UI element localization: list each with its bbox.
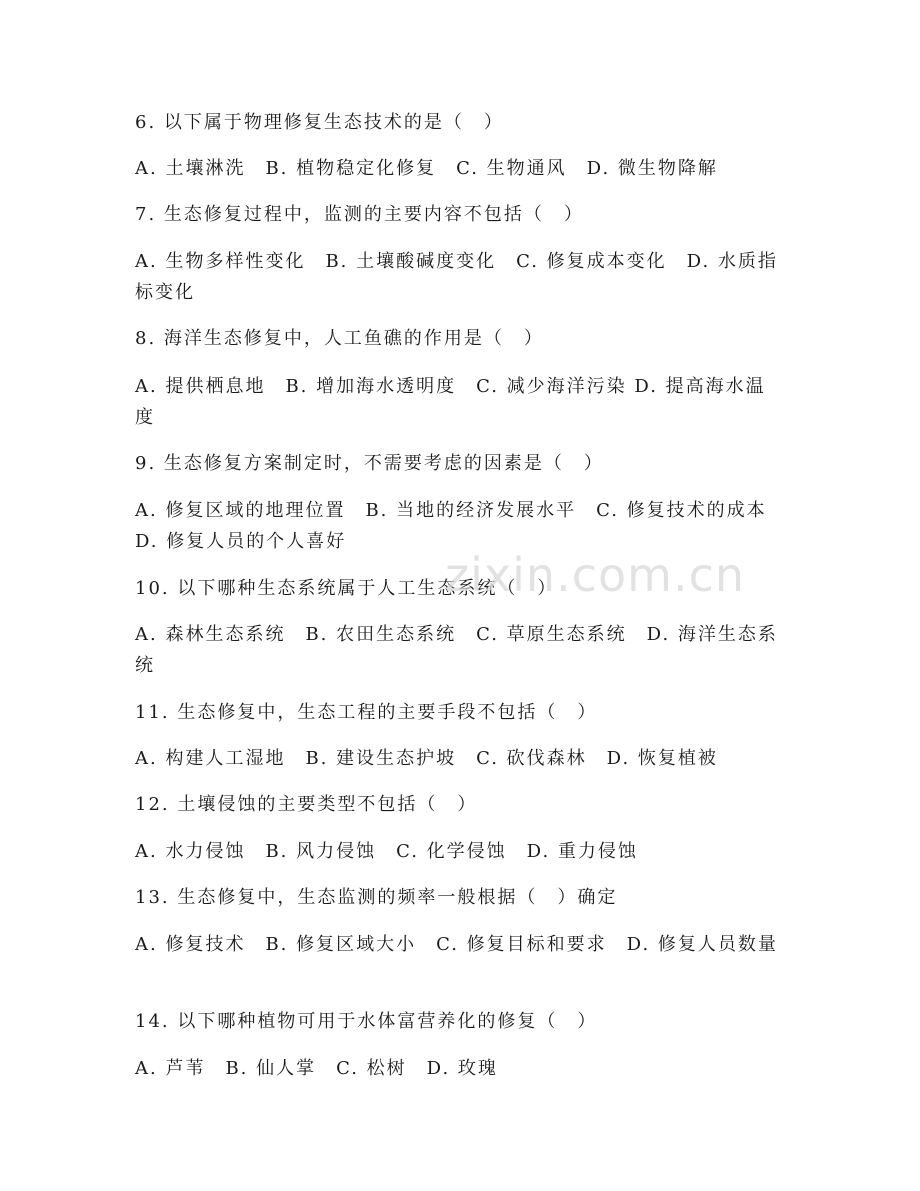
question-9-options: A. 修复区域的地理位置 B. 当地的经济发展水平 C. 修复技术的成本 D. 修复人员的个人喜好 xyxy=(135,500,787,552)
question-12-options: A. 水力侵蚀 B. 风力侵蚀 C. 化学侵蚀 D. 重力侵蚀 xyxy=(135,841,638,862)
question-6-options: A. 土壤淋洗 B. 植物稳定化修复 C. 生物通风 D. 微生物降解 xyxy=(135,158,718,179)
question-14-stem: 14. 以下哪种植物可用于水体富营养化的修复（ ） xyxy=(135,1011,598,1032)
question-11-options: A. 构建人工湿地 B. 建设生态护坡 C. 砍伐森林 D. 恢复植被 xyxy=(135,748,718,769)
question-13-options: A. 修复技术 B. 修复区域大小 C. 修复目标和要求 D. 修复人员数量 xyxy=(135,934,778,955)
question-7-options: A. 生物多样性变化 B. 土壤酸碱度变化 C. 修复成本变化 D. 水质指标变化 xyxy=(135,251,778,303)
question-6-stem: 6. 以下属于物理修复生态技术的是（ ） xyxy=(135,112,504,133)
question-8-options: A. 提供栖息地 B. 增加海水透明度 C. 减少海洋污染 D. 提高海水温度 xyxy=(135,376,766,428)
question-10-stem: 10. 以下哪种生态系统属于人工生态系统（ ） xyxy=(135,578,558,599)
question-14-options: A. 芦苇 B. 仙人掌 C. 松树 D. 玫瑰 xyxy=(135,1058,498,1079)
question-8-stem: 8. 海洋生态修复中，人工鱼礁的作用是（ ） xyxy=(135,328,544,349)
question-7-stem: 7. 生态修复过程中，监测的主要内容不包括（ ） xyxy=(135,204,584,225)
watermark: zixin.com.cn xyxy=(445,548,746,602)
question-9-stem: 9. 生态修复方案制定时，不需要考虑的因素是（ ） xyxy=(135,453,604,474)
question-13-stem: 13. 生态修复中，生态监测的频率一般根据（ ）确定 xyxy=(135,887,618,908)
question-12-stem: 12. 土壤侵蚀的主要类型不包括（ ） xyxy=(135,794,478,815)
question-10-options: A. 森林生态系统 B. 农田生态系统 C. 草原生态系统 D. 海洋生态系统 xyxy=(135,624,778,676)
question-11-stem: 11. 生态修复中，生态工程的主要手段不包括（ ） xyxy=(135,702,598,723)
